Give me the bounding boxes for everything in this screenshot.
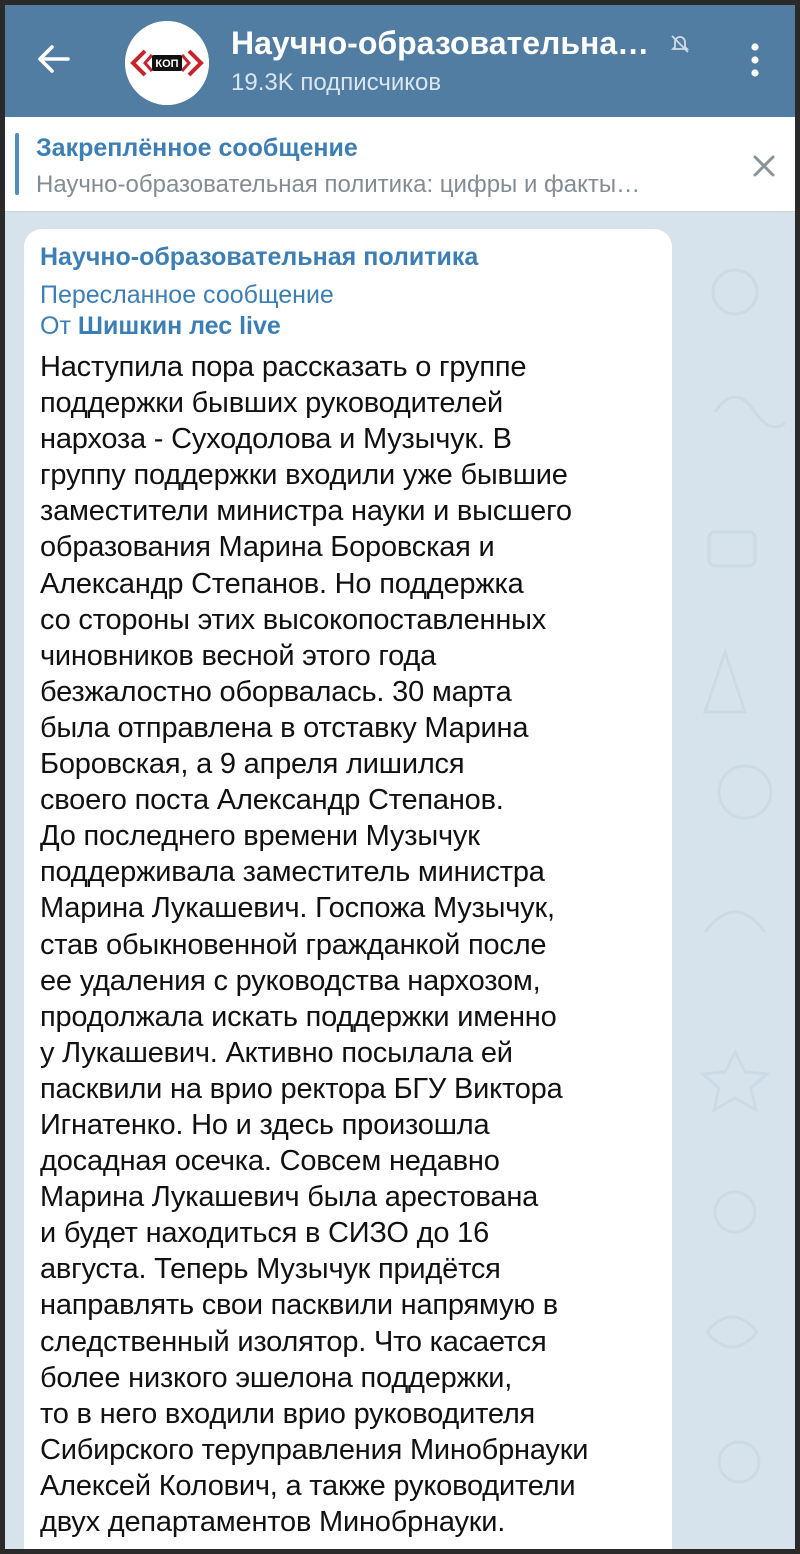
more-vertical-icon: [750, 42, 760, 78]
message-line: со стороны этих высокопоставленных: [40, 603, 547, 636]
message-line: досадная осечка. Совсем недавно: [40, 1145, 500, 1178]
forwarded-label: Пересланное сообщение: [40, 281, 334, 309]
message-line: то в него входили врио руководителя: [40, 1397, 536, 1430]
message-line: пасквили на врио ректора БГУ Виктора: [40, 1072, 563, 1105]
message-line: Боровская, а 9 апреля лишился: [40, 748, 465, 781]
avatar-text: КОП: [155, 58, 179, 70]
message-line: Игнатенко. Но и здесь произошла: [40, 1108, 490, 1141]
forwarded-from-prefix: От: [40, 312, 71, 340]
message-line: продолжала искать поддержки именно: [40, 1000, 557, 1033]
message-line: нархоза - Суходолова и Музычук. В: [40, 423, 512, 456]
forwarded-from-name[interactable]: Шишкин лес live: [77, 312, 281, 340]
message-line: была отправлена в отставку Марина: [40, 711, 529, 744]
message-line: чиновников весной этого года: [40, 639, 437, 672]
more-menu-button[interactable]: [735, 35, 775, 85]
message-line: группу поддержки входили уже бывшие: [40, 459, 568, 492]
pinned-message-bar[interactable]: [5, 117, 795, 212]
message-line: Марина Лукашевич. Госпожа Музычук,: [40, 892, 555, 925]
message-channel-name[interactable]: Научно-образовательная политика: [40, 243, 479, 271]
forwarded-from[interactable]: [40, 312, 281, 341]
message-line: Марина Лукашевич была арестована: [40, 1181, 539, 1214]
message-line: следственный изолятор. Что касается: [40, 1325, 547, 1358]
pinned-indicator: [15, 133, 19, 195]
message-line: Наступила пора рассказать о группе: [40, 351, 527, 383]
channel-title[interactable]: Научно-образовательна…: [231, 25, 650, 61]
telegram-channel-screen: [5, 5, 795, 1549]
message-line: Сибирского теруправления Минобрнауки: [40, 1433, 589, 1466]
arrow-left-icon: [36, 44, 70, 74]
message-line: у Лукашевич. Активно посылала ей: [40, 1036, 513, 1069]
muted-bell-icon: [669, 33, 691, 55]
channel-header: [5, 5, 795, 117]
message-text: [40, 349, 660, 1540]
message-line: Александр Степанов. Но поддержка: [40, 567, 524, 600]
message-line: и будет находиться в СИЗО до 16: [40, 1217, 489, 1250]
chat-area[interactable]: [5, 212, 795, 1549]
message-line: безжалостно оборвалась. 30 марта: [40, 675, 512, 708]
message-line: поддерживала заместитель министра: [40, 856, 545, 889]
channel-avatar[interactable]: [125, 21, 209, 105]
message-line: До последнего времени Музычук: [40, 820, 480, 853]
back-button[interactable]: [31, 37, 75, 81]
message-line: своего поста Александр Степанов.: [40, 784, 504, 817]
channel-logo-icon: [125, 21, 209, 105]
message-line: направлять свои пасквили напрямую в: [40, 1289, 559, 1322]
message-line: став обыкновенной гражданкой после: [40, 928, 547, 961]
message-line: более низкого эшелона поддержки,: [40, 1361, 513, 1394]
message-line: двух департаментов Минобрнауки.: [40, 1506, 506, 1538]
background-doodle-icon: [695, 232, 785, 1532]
message-line: поддержки бывших руководителей: [40, 387, 504, 420]
pinned-title: Закреплённое сообщение: [36, 134, 358, 162]
subscriber-count: 19.3K подписчиков: [231, 69, 442, 96]
message-bubble[interactable]: [24, 229, 672, 1549]
message-line: заместители министра науки и высшего: [40, 495, 572, 528]
message-line: августа. Теперь Музычук придётся: [40, 1253, 501, 1286]
pinned-preview: Научно-образовательная политика: цифры и факты…: [36, 171, 641, 198]
close-icon[interactable]: [749, 151, 779, 181]
message-line: образования Марина Боровская и: [40, 531, 495, 564]
message-line: Алексей Колович, а также руководители: [40, 1469, 576, 1502]
message-line: ее удаления с руководства нархозом,: [40, 964, 541, 997]
